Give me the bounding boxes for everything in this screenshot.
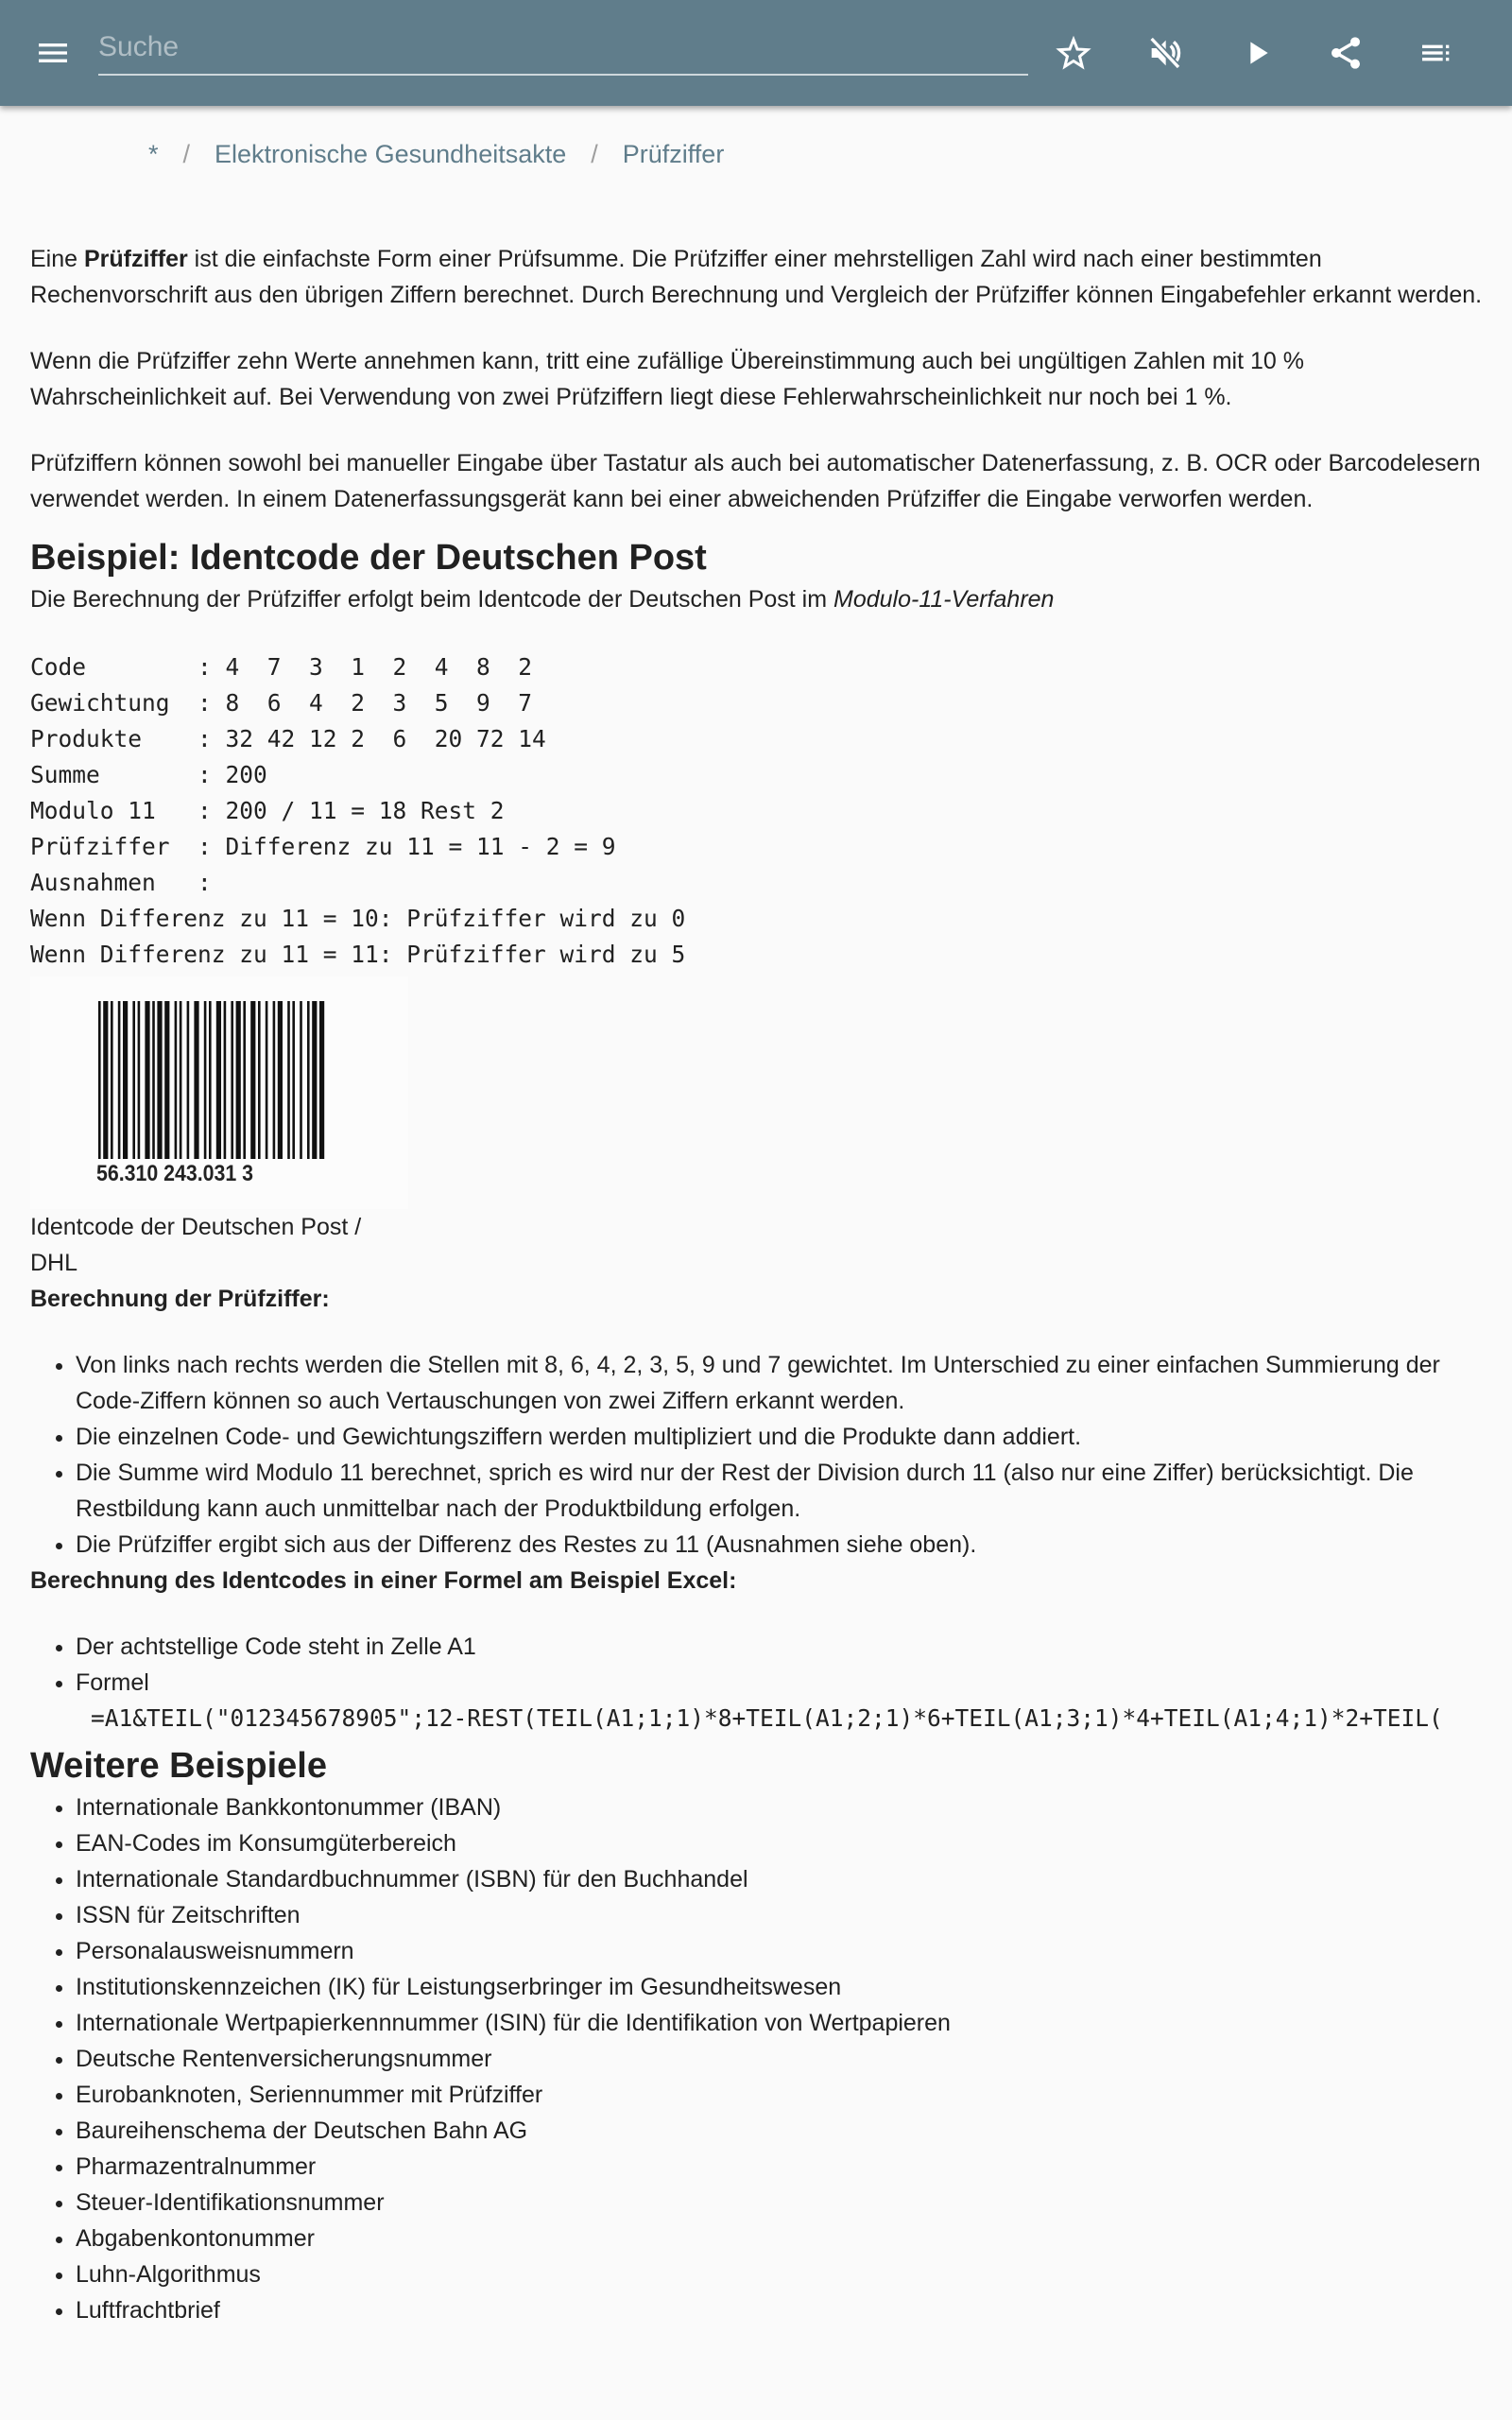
list-item: • Von links nach rechts werden die Stellen mit 8, 6, 4, 2, 3, 5, 9 und 7 gewichtet. Im Unterschied zu einer einfachen Summierung der Code-Ziffern können so auch Vertauschungen von zwei Ziffern erkannt werden. — [76, 1347, 1486, 1419]
breadcrumb-separator: / — [591, 140, 598, 168]
barcode-bar — [266, 1001, 268, 1159]
barcode-bar — [157, 1001, 162, 1159]
barcode-bar — [258, 1001, 261, 1159]
list-item: • Die Prüfziffer ergibt sich aus der Differenz des Restes zu 11 (Ausnahmen siehe oben). — [76, 1527, 1486, 1563]
calc-line: Summe : 200 — [30, 761, 267, 788]
list-item[interactable]: • ISSN für Zeitschriften — [76, 1897, 1486, 1933]
barcode-bar — [287, 1001, 290, 1159]
barcode-bar — [209, 1001, 212, 1159]
excel-list — [30, 1629, 1486, 1737]
menu-icon[interactable] — [34, 34, 72, 72]
calc-line: Wenn Differenz zu 11 = 11: Prüfziffer wird zu 5 — [30, 941, 686, 968]
barcode-caption: Identcode der Deutschen Post / DHL — [30, 1214, 362, 1276]
section-heading-example: Beispiel: Identcode der Deutschen Post — [30, 538, 707, 578]
barcode-bar — [187, 1001, 190, 1159]
intro-paragraph-3: Prüfziffern können sowohl bei manueller Eingabe über Tastatur als auch bei automatischer Datenerfassung, z. B. OCR oder Barcodelesern verwendet werden. In einem Datenerfassungsgerät kann bei einer abweichenden Prüfziffer die Eingabe verworfen werden. — [30, 450, 1481, 512]
intro-paragraph-1 — [30, 241, 1486, 313]
list-item: • Die Summe wird Modulo 11 berechnet, sprich es wird nur der Rest der Division durch 11 (also nur eine Ziffer) berücksichtigt. Die Restbildung kann auch unmittelbar nach der Produktbildung erfolgen. — [76, 1455, 1486, 1527]
formula-row — [30, 1701, 1512, 1737]
barcode-bar — [98, 1001, 101, 1159]
calc-line: Code : 4 7 3 1 2 4 8 2 — [30, 653, 533, 681]
list-item[interactable]: • EAN-Codes im Konsumgüterbereich — [76, 1825, 1486, 1861]
text-italic: Modulo-11-Verfahren — [833, 586, 1055, 613]
text: Die Berechnung der Prüfziffer erfolgt beim Identcode der Deutschen Post im — [30, 586, 833, 613]
calc-steps-list — [30, 1347, 1486, 1563]
barcode-bar — [152, 1001, 155, 1159]
barcode-bar — [307, 1001, 310, 1159]
list-item: • Formel — [76, 1665, 1486, 1701]
list-item[interactable]: • Personalausweisnummern — [76, 1933, 1486, 1969]
calc-line: Wenn Differenz zu 11 = 10: Prüfziffer wird zu 0 — [30, 905, 686, 932]
barcode-bar — [138, 1001, 141, 1159]
barcode-bar — [250, 1001, 255, 1159]
breadcrumb-separator: / — [182, 140, 191, 168]
barcode-bar — [319, 1001, 324, 1159]
text: Eine — [30, 246, 84, 272]
barcode-bar — [278, 1001, 283, 1159]
text: ist die einfachste Form einer Prüfsumme. Die Prüfziffer einer mehrstelligen Zahl wird nach einer bestimmten Rechenvorschrift aus den übrigen Ziffern berechnet. Durch Berechnung und Vergleich der Prüfziffer können Eingabefehler erkannt werden. — [30, 246, 1483, 308]
list-item[interactable]: • Luhn-Algorithmus — [76, 2256, 1486, 2292]
volume-off-icon[interactable] — [1145, 34, 1183, 72]
barcode-bar — [118, 1001, 121, 1159]
barcode-bar — [312, 1001, 317, 1159]
breadcrumb-category[interactable]: Elektronische Gesundheitsakte — [215, 140, 567, 168]
search-input[interactable] — [98, 21, 1028, 76]
barcode-bar — [194, 1001, 198, 1159]
calc-line: Produkte : 32 42 12 2 6 20 72 14 — [30, 725, 546, 752]
calc-line: Modulo 11 : 200 / 11 = 18 Rest 2 — [30, 797, 505, 824]
list-item: • Die einzelnen Code- und Gewichtungsziffern werden multipliziert und die Produkte dann addiert. — [76, 1419, 1486, 1455]
breadcrumb — [148, 140, 724, 169]
star-icon[interactable] — [1055, 34, 1092, 72]
calculation-block — [30, 649, 1486, 973]
barcode-bar — [123, 1001, 128, 1159]
barcode-bar — [236, 1001, 241, 1159]
list-item[interactable]: • Baureihenschema der Deutschen Bahn AG — [76, 2113, 1486, 2149]
barcode-bar — [111, 1001, 113, 1159]
excel-formula: =A1&TEIL("012345678905";12-REST(TEIL(A1;1;1)*8+TEIL(A1;2;1)*6+TEIL(A1;3;1)*4+TEIL(A1;4;1)*2+TEIL( — [91, 1704, 1443, 1732]
list-item[interactable]: • Eurobanknoten, Seriennummer mit Prüfziffer — [76, 2077, 1486, 2113]
breadcrumb-current[interactable]: Prüfziffer — [622, 140, 725, 168]
barcode-bar — [231, 1001, 233, 1159]
share-icon[interactable] — [1327, 34, 1365, 72]
list-item[interactable]: • Internationale Standardbuchnummer (ISBN) für den Buchhandel — [76, 1861, 1486, 1897]
search-field — [98, 21, 1028, 78]
barcode-bars — [98, 1001, 324, 1159]
list-item[interactable]: • Deutsche Rentenversicherungsnummer — [76, 2041, 1486, 2077]
list-item[interactable]: • Abgabenkontonummer — [76, 2221, 1486, 2256]
section-heading-more: Weitere Beispiele — [30, 1746, 328, 1786]
list-item[interactable]: • Internationale Wertpapierkennnummer (ISIN) für die Identifikation von Wertpapieren — [76, 2005, 1486, 2041]
article-content — [30, 241, 1486, 2328]
play-icon[interactable] — [1238, 34, 1276, 72]
barcode-image[interactable] — [30, 977, 408, 1209]
list-item[interactable]: • Institutionskennzeichen (IK) für Leistungserbringer im Gesundheitswesen — [76, 1969, 1486, 2005]
intro-paragraph-2: Wenn die Prüfziffer zehn Werte annehmen kann, tritt eine zufällige Übereinstimmung auch bei ungültigen Zahlen mit 10 % Wahrscheinlichkeit auf. Bei Verwendung von zwei Prüfziffern liegt diese Fehlerwahrscheinlichkeit nur noch bei 1 %. — [30, 348, 1304, 410]
calc-line: Prüfziffer : Differenz zu 11 = 11 - 2 = 9 — [30, 833, 616, 860]
barcode-bar — [224, 1001, 227, 1159]
calc-line: Gewichtung : 8 6 4 2 3 5 9 7 — [30, 689, 533, 717]
calc-line: Ausnahmen : — [30, 869, 212, 896]
excel-heading: Berechnung des Identcodes in einer Formel am Beispiel Excel: — [30, 1567, 737, 1594]
barcode-bar — [243, 1001, 246, 1159]
list-item[interactable]: • Internationale Bankkontonummer (IBAN) — [76, 1789, 1486, 1825]
barcode-bar — [180, 1001, 182, 1159]
barcode-bar — [273, 1001, 276, 1159]
barcode-bar — [300, 1001, 302, 1159]
example-subtitle — [30, 581, 1486, 617]
barcode-number: 56.310 243.031 3 — [96, 1161, 253, 1186]
list-item[interactable]: • Luftfrachtbrief — [76, 2292, 1486, 2328]
list-item: • Der achtstellige Code steht in Zelle A1 — [76, 1629, 1486, 1665]
barcode-bar — [216, 1001, 221, 1159]
barcode-bar — [145, 1001, 149, 1159]
barcode-bar — [103, 1001, 108, 1159]
barcode-bar — [204, 1001, 207, 1159]
more-examples-list — [30, 1789, 1486, 2328]
playlist-icon[interactable] — [1418, 34, 1455, 72]
term-bold: Prüfziffer — [83, 246, 188, 272]
list-item[interactable]: • Pharmazentralnummer — [76, 2149, 1486, 2185]
breadcrumb-home[interactable]: * — [148, 140, 159, 168]
barcode-graphic — [30, 977, 408, 1209]
barcode-bar — [175, 1001, 178, 1159]
barcode-bar — [164, 1001, 169, 1159]
barcode-bar — [292, 1001, 295, 1159]
calc-heading: Berechnung der Prüfziffer: — [30, 1286, 330, 1312]
app-toolbar — [0, 0, 1512, 106]
barcode-bar — [132, 1001, 135, 1159]
list-item[interactable]: • Steuer-Identifikationsnummer — [76, 2185, 1486, 2221]
